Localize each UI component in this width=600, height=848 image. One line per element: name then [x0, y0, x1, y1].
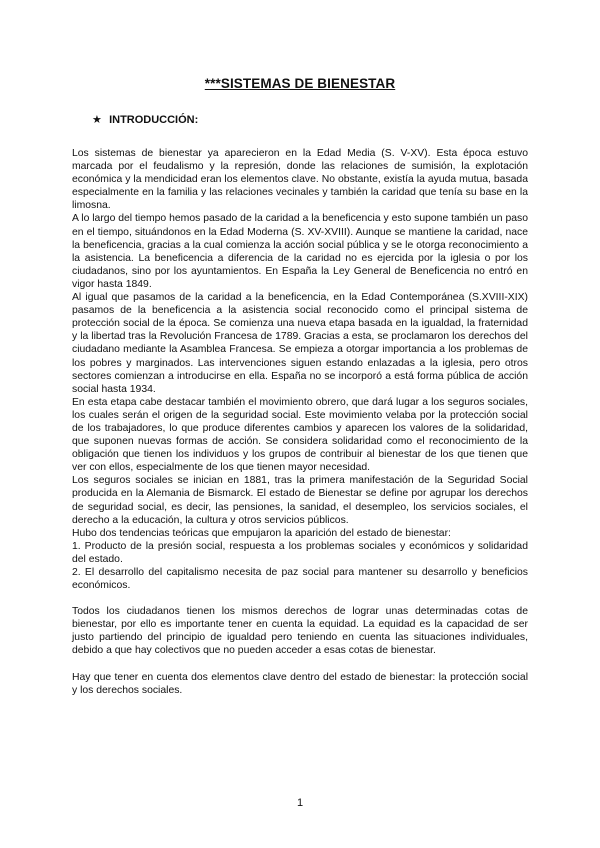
document-title: ***SISTEMAS DE BIENESTAR: [204, 76, 396, 91]
section-heading: [92, 113, 198, 126]
paragraph-edad-moderna: A lo largo del tiempo hemos pasado de la caridad a la beneficencia y esto supone también un paso en el tiempo, situándonos en la Edad Moderna (S. XV-XVIII). Aunque se mantiene la caridad, nace la beneficencia, gracias a la cual comienza la acción social pública y se le otorga reconocimiento a la asistencia. La beneficencia a diferencia de la caridad no es ejercida por la iglesia o por los ciudadanos, sino por los ayuntamientos. En España la Ley General de Beneficencia no entró en vigor hasta 1849.: [72, 213, 528, 290]
list-item-2: 2. El desarrollo del capitalismo necesita de paz social para mantener su desarrollo y beneficios económicos.: [72, 567, 528, 592]
star-bullet-icon: ★: [92, 114, 102, 126]
document-body: [72, 147, 528, 697]
paragraph-movimiento-obrero: En esta etapa cabe destacar también el movimiento obrero, que dará lugar a los seguros sociales, los cuales serán el origen de la seguridad social. Este movimiento velaba por la protección social de los trabajadores, lo que produce diferentes cambios y aparecen los valores de la solidaridad, que suponen nuevas formas de acción. Se considera solidaridad como el reconocimiento de la obligación que tienen los individuos y los grupos de contribuir al bienestar de los que tienen que ver con ellos, especialmente de los que tienen mayor necesidad.: [72, 396, 528, 474]
paragraph-edad-contemporanea: Al igual que pasamos de la caridad a la beneficencia, en la Edad Contemporánea (S.XVIII-XIX) pasamos de la beneficencia a la asistencia social reconocido como el principal sistema de protección social de la época. Se comienza una nueva etapa basada en la igualdad, la fraternidad y la libertad tras la Revolución Francesa de 1789. Gracias a esta, se proclamaron los derechos del ciudadano mediante la Asamblea Francesa. Se empieza a otorgar importancia a los problemas de los pobres y marginados. Las intervenciones siguen estando enlazadas a la iglesia, pero otros sectores comienzan a introducirse en ella. España no se incorporó a está forma pública de acción social hasta 1934.: [72, 292, 528, 395]
paragraph-equidad: Todos los ciudadanos tienen los mismos derechos de lograr unas determinadas cotas de bienestar, por ello es importante tener en cuenta la equidad. La equidad es la capacidad de ser justo partiendo del principio de igualdad pero teniendo en cuenta las situaciones individuales, debido a que hay colectivos que no pueden acceder a esas cotas de bienestar.: [72, 606, 528, 657]
list-item-1: 1. Producto de la presión social, respuesta a los problemas sociales y económicos y solidaridad del estado.: [72, 540, 528, 565]
paragraph-tendencias: Hubo dos tendencias teóricas que empujaron la aparición del estado de bienestar:: [72, 527, 451, 539]
page-number: 1: [296, 797, 304, 809]
paragraph-edad-media: Los sistemas de bienestar ya aparecieron en la Edad Media (S. V-XV). Esta época estuvo marcada por el feudalismo y la represión, donde las relaciones de sumisión, la explotación económica y la mendicidad eran los elementos clave. No obstante, existía la ayuda mutua, basada especialmente en la familia y las relaciones vecinales y también la caridad que tenía su base en la limosna.: [72, 148, 528, 212]
paragraph-elementos-clave: Hay que tener en cuenta dos elementos clave dentro del estado de bienestar: la protección social y los derechos sociales.: [72, 671, 528, 696]
paragraph-seguros-sociales: Los seguros sociales se inician en 1881, tras la primera manifestación de la Seguridad Social producida en la Alemania de Bismarck. El estado de Bienestar se define por agrupar los derechos de seguridad social, es decir, las pensiones, la sanidad, el desempleo, los servicios sociales, el derecho a la educación, la cultura y otros servicios públicos.: [72, 475, 528, 526]
section-heading-text: INTRODUCCIÓN:: [109, 114, 199, 126]
